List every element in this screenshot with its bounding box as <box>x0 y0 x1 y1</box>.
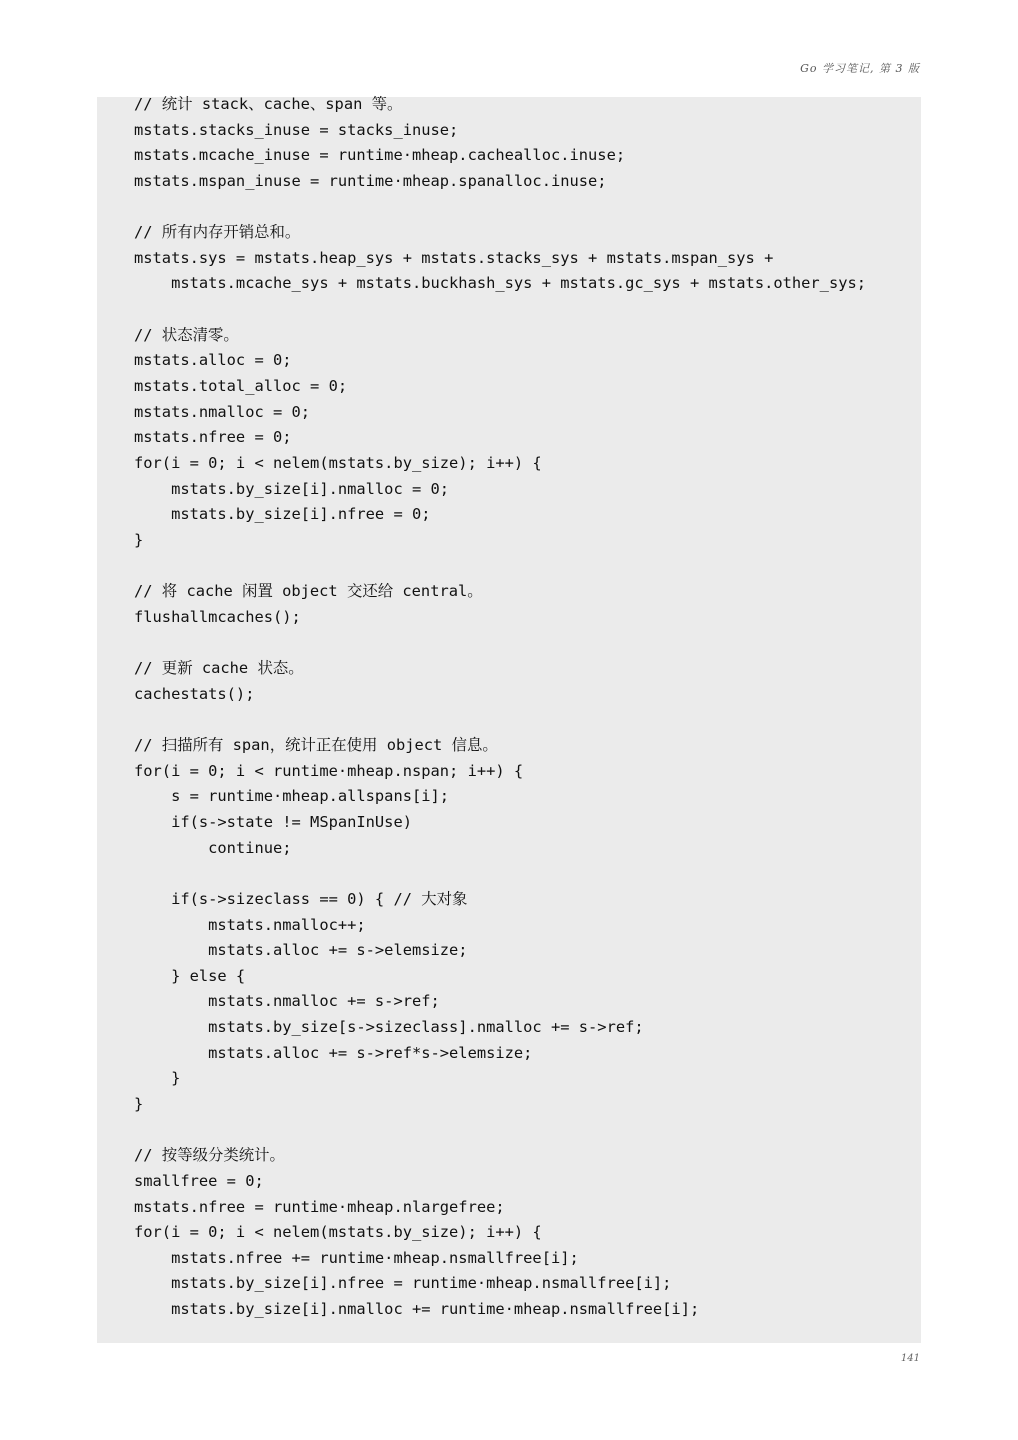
code-line: } <box>134 1094 144 1113</box>
code-line: mstats.nfree = 0; <box>134 428 292 447</box>
code-line: // 更新 cache 状态。 <box>134 659 304 678</box>
page-number: 141 <box>900 1353 920 1364</box>
code-line: } else { <box>134 966 246 985</box>
code-line: mstats.stacks_inuse = stacks_inuse; <box>134 120 459 139</box>
code-line: mstats.by_size[i].nfree = runtime·mheap.nsmallfree[i]; <box>134 1274 672 1293</box>
code-line: mstats.alloc += s->ref*s->elemsize; <box>134 1043 533 1062</box>
code-line: s = runtime·mheap.allspans[i]; <box>134 787 450 806</box>
code-line: for(i = 0; i < nelem(mstats.by_size); i++) { <box>134 1223 542 1242</box>
code-line: mstats.by_size[i].nmalloc += runtime·mheap.nsmallfree[i]; <box>134 1300 700 1319</box>
code-line: mstats.nmalloc++; <box>134 915 366 934</box>
code-line: continue; <box>134 838 292 857</box>
code-line: mstats.by_size[i].nfree = 0; <box>134 505 431 524</box>
code-line: cachestats(); <box>134 684 255 703</box>
code-line <box>134 297 921 323</box>
code-line: flushallmcaches(); <box>134 607 301 626</box>
code-line: mstats.mcache_sys + mstats.buckhash_sys + mstats.gc_sys + mstats.other_sys; <box>134 274 867 293</box>
code-block <box>97 97 921 1343</box>
code-line: mstats.nfree = runtime·mheap.nlargefree; <box>134 1197 505 1216</box>
code-line: mstats.mspan_inuse = runtime·mheap.spanalloc.inuse; <box>134 171 607 190</box>
code-line: mstats.by_size[i].nmalloc = 0; <box>134 479 450 498</box>
code-line: mstats.alloc += s->elemsize; <box>134 941 468 960</box>
code-line <box>134 707 921 733</box>
code-line: mstats.mcache_inuse = runtime·mheap.cachealloc.inuse; <box>134 146 626 165</box>
code-line: // 统计 stack、cache、span 等。 <box>134 95 403 113</box>
code-line: if(s->sizeclass == 0) { // 大对象 <box>134 889 468 908</box>
code-line <box>134 195 921 221</box>
code-line: mstats.nfree += runtime·mheap.nsmallfree[i]; <box>134 1248 579 1267</box>
code-line: // 扫描所有 span，统计正在使用 object 信息。 <box>134 736 498 755</box>
code-line: } <box>134 530 144 549</box>
code-line <box>134 861 921 887</box>
code-line <box>134 630 921 656</box>
code-line: mstats.nmalloc += s->ref; <box>134 992 440 1011</box>
code-line <box>134 554 921 580</box>
code-line: smallfree = 0; <box>134 1171 264 1190</box>
code-line: mstats.nmalloc = 0; <box>134 402 311 421</box>
code-line <box>134 1118 921 1144</box>
code-line: mstats.alloc = 0; <box>134 351 292 370</box>
code-line: // 所有内存开销总和。 <box>134 223 301 242</box>
code-line: mstats.total_alloc = 0; <box>134 377 348 396</box>
code-line: if(s->state != MSpanInUse) <box>134 812 412 831</box>
code-line: for(i = 0; i < nelem(mstats.by_size); i++) { <box>134 453 542 472</box>
code-line: // 将 cache 闲置 object 交还给 central。 <box>134 582 483 601</box>
code-line: for(i = 0; i < runtime·mheap.nspan; i++) { <box>134 761 524 780</box>
code-line: // 按等级分类统计。 <box>134 1146 285 1165</box>
code-line: mstats.sys = mstats.heap_sys + mstats.stacks_sys + mstats.mspan_sys + <box>134 248 774 267</box>
code-line: // 状态清零。 <box>134 325 239 344</box>
code-line: } <box>134 1069 181 1088</box>
code-line: mstats.by_size[s->sizeclass].nmalloc += s->ref; <box>134 1018 644 1037</box>
running-header: Go 学习笔记, 第 3 版 <box>800 62 920 75</box>
